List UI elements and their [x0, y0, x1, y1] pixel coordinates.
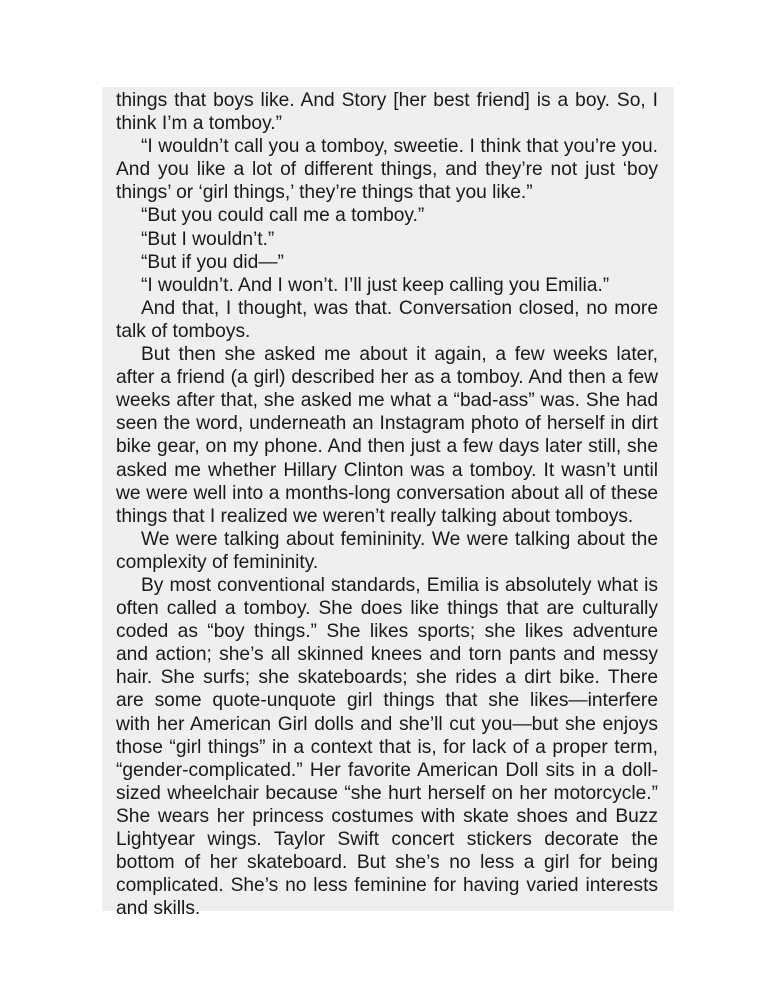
paragraph: “I wouldn’t call you a tomboy, sweetie. I think that you’re you. And you like a lot of different things, and they’re not just ‘boy things’ or ‘girl things,’ they’re things that you like.” [116, 136, 658, 204]
paragraph: “I wouldn’t. And I won’t. I’ll just keep calling you Emilia.” [141, 274, 610, 296]
paragraph-continued: things that boys like. And Story [her best friend] is a boy. So, I think I’m a tomboy.” [116, 90, 658, 135]
paragraph: “But you could call me a tomboy.” [141, 205, 425, 227]
body-text [102, 87, 674, 920]
text-block [102, 87, 674, 920]
paragraph: But then she asked me about it again, a few weeks later, after a friend (a girl) described her as a tomboy. And then a few weeks after that, she asked me what a “bad-ass” was. She had seen the word, underneath an Instagram photo of herself in dirt bike gear, on my phone. And then just a few days later still, she asked me whether Hillary Clinton was a tomboy. It wasn’t until we were well into a months-long conversation about all of these things that I realized we weren’t really talking about tomboys. [116, 344, 658, 527]
paragraph: “But if you did—” [141, 251, 284, 273]
paragraph: “But I wouldn’t.” [141, 228, 275, 250]
paragraph: By most conventional standards, Emilia is absolutely what is often called a tomboy. She does like things that are culturally coded as “boy things.” She likes sports; she likes adventure and action; she’s all skinned knees and torn pants and messy hair. She surfs; she skateboards; she rides a dirt bike. There are some quote-unquote girl things that she likes—interfere with her American Girl dolls and she’ll cut you—but she enjoys those “girl things” in a context that is, for lack of a proper term, “gender-complicated.” Her favorite American Doll sits in a doll-sized wheelchair because “she hurt herself on her motorcycle.” She wears her princess costumes with skate shoes and Buzz Lightyear wings. Taylor Swift concert stickers decorate the bottom of her skateboard. But she’s no less a girl for being complicated. She’s no less feminine for having varied interests and skills. [116, 574, 658, 920]
paragraph: We were talking about femininity. We were talking about the complexity of femininity. [116, 528, 658, 573]
paragraph: And that, I thought, was that. Conversation closed, no more talk of tomboys. [116, 297, 658, 342]
